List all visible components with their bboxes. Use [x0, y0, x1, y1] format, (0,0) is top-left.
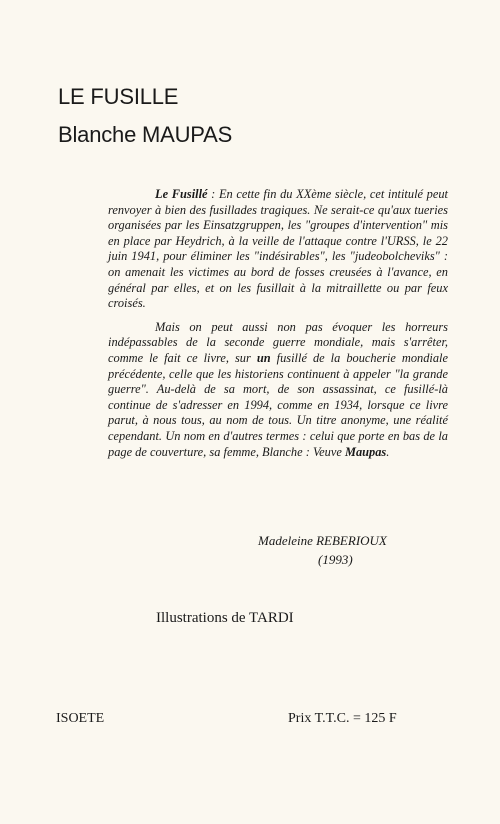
blurb-paragraph-2-text-a: Mais on peut aussi non pas évoquer les horreurs indépassables de la seconde guerre mondiale, mais s'arrêter, comme le fait ce livre, sur: [108, 319, 448, 365]
blurb-paragraph-2: [108, 320, 448, 460]
price-label: Prix T.T.C. = 125 F: [288, 711, 397, 726]
blurb-emphasis: un: [256, 350, 271, 365]
publisher-name: ISOETE: [56, 711, 105, 726]
blurb-paragraph-1-text: : En cette fin du XXème siècle, cet intitulé peut renvoyer à bien des fusillades tragiques. Ne serait-ce qu'aux tueries organisées par les Einsatzgruppen, les "groupes d'intervention" mis en place par Heydrich, à la veille de l'attaque contre l'URSS, le 22 juin 1941, pour éliminer les "indésirables", les "judeobolcheviks" : on amenait les victimes au bord de fosses creusées à l'avance, en général par elles, et on les fusillait à la mitraillette ou par feux croisés.: [108, 187, 448, 311]
blurb-text: [108, 187, 448, 468]
signature-year: (1993): [318, 552, 353, 567]
illustrations-credit: Illustrations de TARDI: [156, 610, 294, 626]
blurb-lead-term: Le Fusillé: [155, 187, 208, 201]
blurb-paragraph-2-text-b: fusillé de la boucherie mondiale précédente, celle que les historiens continuent à appeler "la grande guerre". Au-delà de sa mort, de son assassinat, ce fusillé-là continue de s'adresser en 1994, comme en 1934, lorsque ce livre parut, à nous tous, au nom de tous. Un titre anonyme, une réalité cependant. Un nom en d'autres termes : celui que porte en bas de la page de couverture, sa femme, Blanche : Veuve: [108, 350, 448, 459]
blurb-paragraph-2-end: .: [386, 444, 390, 459]
blurb-name: Maupas: [344, 444, 387, 459]
signature-name: Madeleine REBERIOUX: [258, 533, 387, 548]
blurb-paragraph-1: [108, 187, 448, 312]
book-author: Blanche MAUPAS: [58, 122, 233, 147]
book-title: LE FUSILLE: [58, 84, 179, 109]
